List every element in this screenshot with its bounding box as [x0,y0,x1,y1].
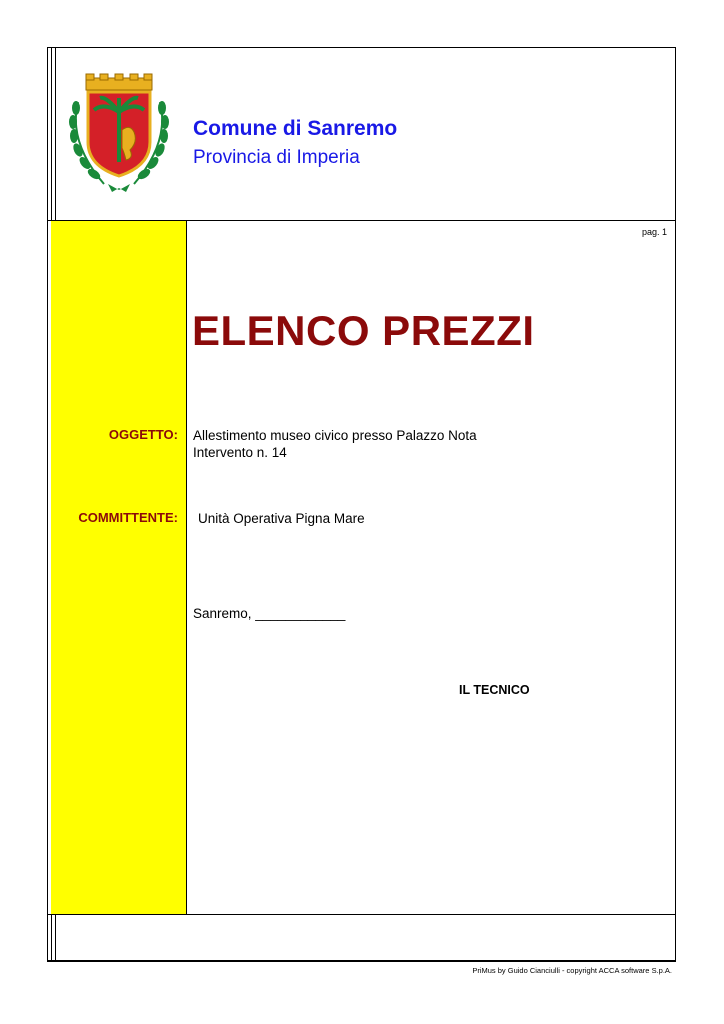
document-title: ELENCO PREZZI [192,307,535,354]
page-number: pag. 1 [641,227,667,237]
oggetto-line: Allestimento museo civico presso Palazzo Nota [193,428,477,443]
municipality-name: Comune di Sanremo [193,117,398,140]
frame-rule [55,915,56,962]
coat-of-arms-icon [64,72,174,194]
oggetto-value [193,427,477,461]
committente-label: COMMITTENTE: [78,510,178,525]
frame-rule [55,47,56,220]
footer-divider [47,914,676,915]
copyright-notice: PriMus by Guido Cianciulli - copyright ACCA software S.p.A. [472,966,672,975]
oggetto-line: Intervento n. 14 [193,445,287,460]
province-name: Provincia di Imperia [193,147,360,168]
signature-label: IL TECNICO [459,683,530,697]
oggetto-label: OGGETTO: [108,427,178,442]
sidebar-band [51,221,187,914]
committente-value: Unità Operativa Pigna Mare [198,511,365,526]
place-date: Sanremo, ____________ [193,606,346,621]
